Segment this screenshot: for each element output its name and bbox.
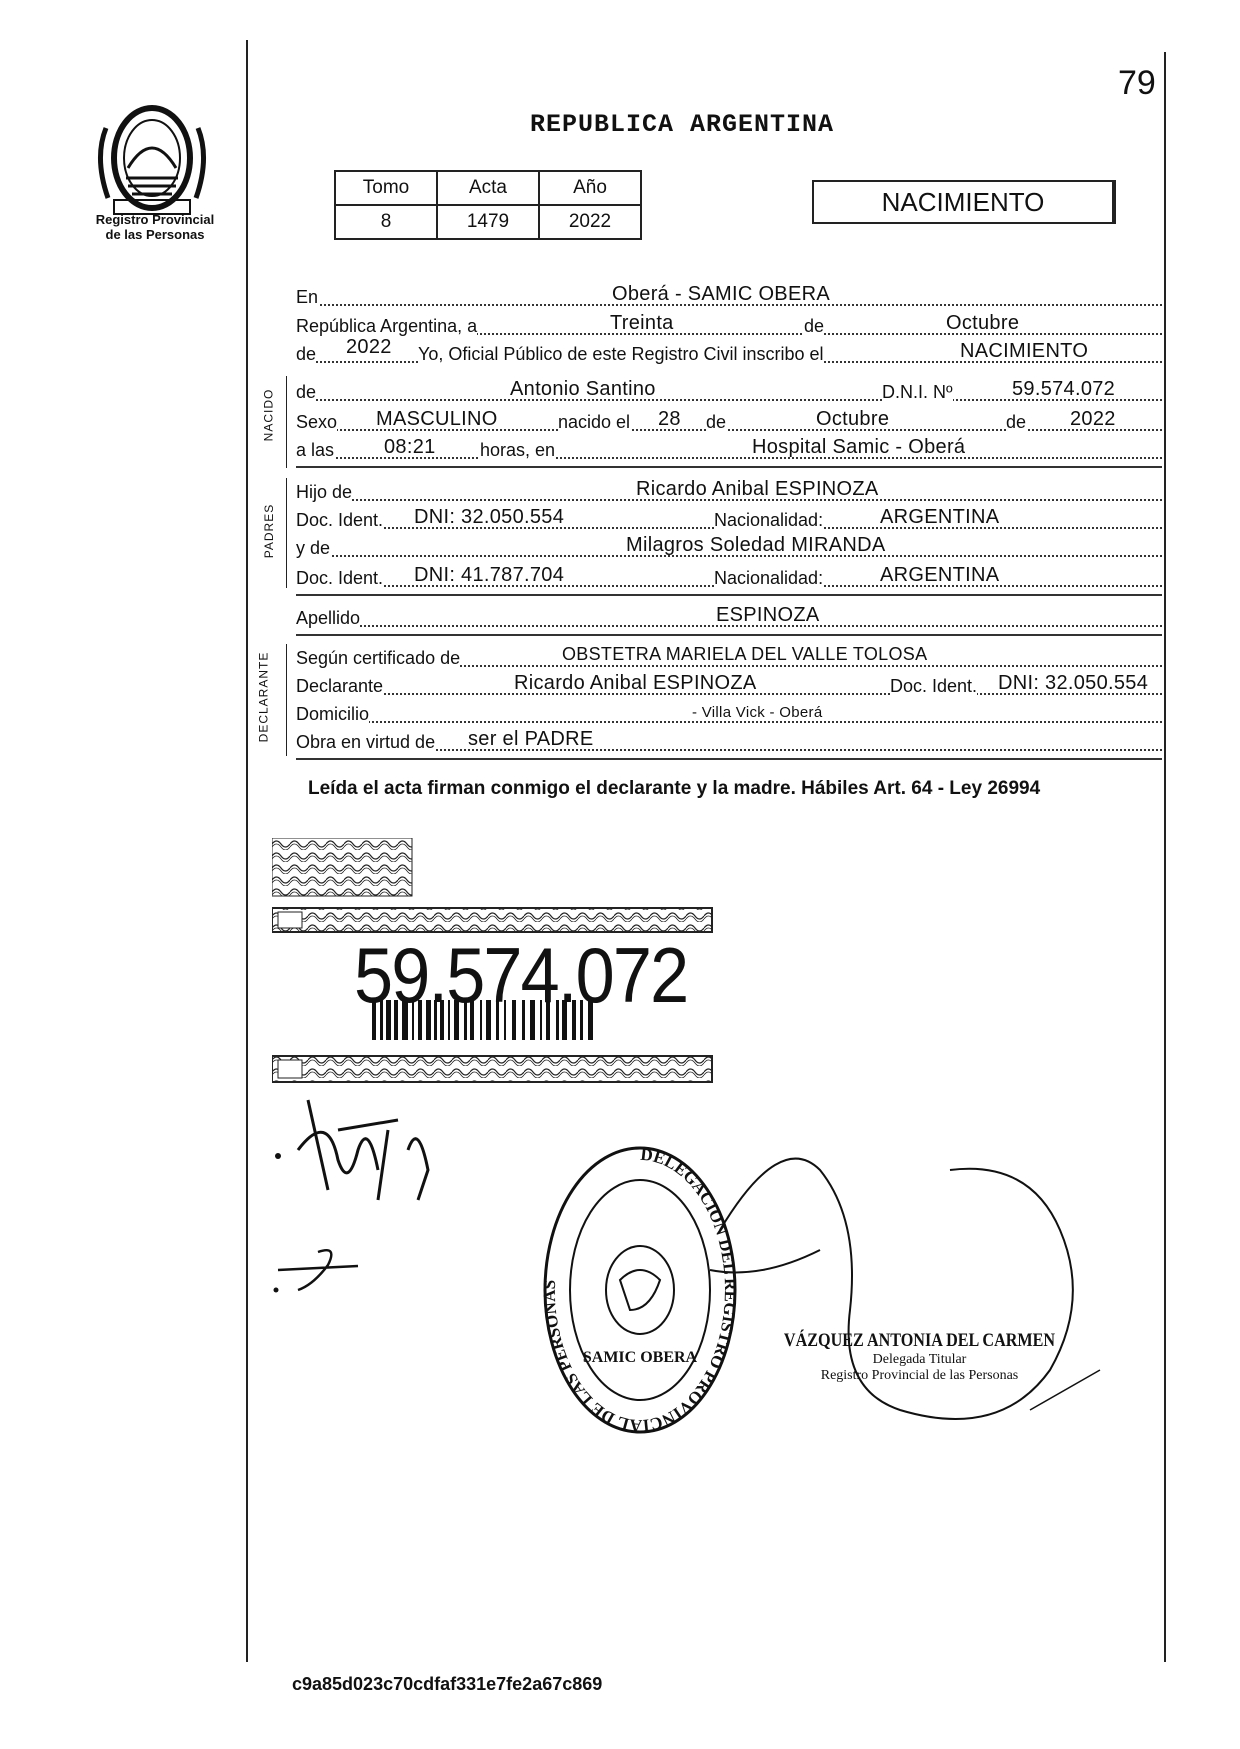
label-dni: D.N.I. Nº <box>882 382 953 402</box>
official-block <box>760 1330 1079 1384</box>
stamp-inner-text: SAMIC OBERA <box>582 1349 698 1366</box>
label-y-de: y de <box>296 538 331 558</box>
value-birth-day: 28 <box>658 408 681 430</box>
value-birth-time: 08:21 <box>384 436 436 458</box>
label-mother-nat: Nacionalidad: <box>714 568 824 588</box>
document-hash: c9a85d023c70cdfaf331e7fe2a67c869 <box>292 1674 603 1694</box>
barcode-number: 59.574.072 <box>354 931 688 1019</box>
declarante-bracket <box>286 644 287 756</box>
row-mother <box>296 534 1162 564</box>
registry-caption-line2: de las Personas <box>105 227 205 242</box>
label-sexo: Sexo <box>296 412 338 432</box>
label-father-doc: Doc. Ident. <box>296 510 384 530</box>
table-value-tomo: 8 <box>335 205 437 239</box>
value-sexo: MASCULINO <box>376 408 498 430</box>
section-label-nacido: NACIDO <box>261 388 276 442</box>
label-birth-de: de <box>706 412 727 432</box>
value-birth-year: 2022 <box>1070 408 1116 430</box>
label-de: de <box>804 316 825 336</box>
registry-caption-line1: Registro Provincial <box>95 212 215 227</box>
value-birth-place: Hospital Samic - Oberá <box>752 436 966 458</box>
value-declarante-doc: DNI: 32.050.554 <box>998 672 1149 694</box>
official-name: VÁZQUEZ ANTONIA DEL CARMEN <box>783 1330 1056 1351</box>
value-certificado: OBSTETRA MARIELA DEL VALLE TOLOSA <box>562 644 928 664</box>
row-statement <box>296 336 1162 370</box>
value-child-name: Antonio Santino <box>510 378 656 400</box>
row-apellido <box>296 604 1162 634</box>
table-value-anio: 2022 <box>539 205 641 239</box>
row-obra <box>296 728 1162 758</box>
row-certificado <box>296 644 1162 674</box>
row-mother-doc <box>296 564 1162 594</box>
row-en <box>296 283 1162 313</box>
label-statement: Yo, Oficial Público de este Registro Civil inscribo el <box>418 344 824 364</box>
label-hijo-de: Hijo de <box>296 482 353 502</box>
value-father-nat: ARGENTINA <box>880 506 1000 528</box>
label-nacido-de: de <box>296 382 317 402</box>
value-mother-nat: ARGENTINA <box>880 564 1000 586</box>
value-child-dni: 59.574.072 <box>1012 378 1116 400</box>
page-number: 79 <box>1118 64 1156 102</box>
official-office: Registro Provincial de las Personas <box>820 1368 1019 1383</box>
label-birth-de2: de <box>1006 412 1027 432</box>
label-mother-doc: Doc. Ident. <box>296 568 384 588</box>
row-declarante <box>296 672 1162 702</box>
row-sexo <box>296 408 1162 438</box>
table-value-acta: 1479 <box>437 205 539 239</box>
value-obra: ser el PADRE <box>468 728 594 750</box>
section-label-padres: PADRES <box>262 503 277 559</box>
value-month: Octubre <box>946 312 1020 334</box>
table-header-anio: Año <box>539 171 641 205</box>
left-margin-line <box>246 40 248 1662</box>
row-time-place <box>296 436 1162 466</box>
value-day-words: Treinta <box>610 312 674 334</box>
row-nacido-name <box>296 378 1162 408</box>
label-a-las: a las <box>296 440 335 460</box>
right-margin-line <box>1164 52 1166 1662</box>
label-horas: horas, en <box>480 440 556 460</box>
country-title: REPUBLICA ARGENTINA <box>530 110 835 139</box>
label-domicilio: Domicilio <box>296 704 370 724</box>
value-domicilio: - Villa Vick - Oberá <box>692 704 823 721</box>
value-mother-doc: DNI: 41.787.704 <box>414 564 565 586</box>
label-republica: República Argentina, a <box>296 316 478 336</box>
official-signature <box>700 1110 1140 1450</box>
label-certificado: Según certificado de <box>296 648 461 668</box>
value-apellido: ESPINOZA <box>716 604 820 626</box>
registry-caption <box>80 212 230 242</box>
section-label-declarante: DECLARANTE <box>256 651 271 743</box>
tomo-acta-anio-table <box>334 170 642 240</box>
value-year: 2022 <box>346 336 392 358</box>
value-birth-month: Octubre <box>816 408 890 430</box>
value-declarante: Ricardo Anibal ESPINOZA <box>514 672 757 694</box>
value-father: Ricardo Anibal ESPINOZA <box>636 478 879 500</box>
record-type-box: NACIMIENTO <box>812 180 1116 224</box>
padres-bracket <box>286 478 287 588</box>
security-band-top <box>272 908 712 932</box>
mother-signature <box>268 1240 388 1300</box>
label-apellido: Apellido <box>296 608 361 628</box>
label-father-nat: Nacionalidad: <box>714 510 824 530</box>
table-header-acta: Acta <box>437 171 539 205</box>
value-place: Oberá - SAMIC OBERA <box>612 283 830 305</box>
table-header-tomo: Tomo <box>335 171 437 205</box>
closing-note: Leída el acta firman conmigo el declarante y la madre. Hábiles Art. 64 - Ley 26994 <box>308 778 1041 799</box>
label-declarante: Declarante <box>296 676 384 696</box>
security-band-bottom <box>272 1056 712 1082</box>
stamp-ring-text: DELEGACION DEL REGISTRO PROVINCIAL DE LAS PERSONAS <box>540 1144 740 1436</box>
row-republica <box>296 312 1162 342</box>
nacido-bracket <box>286 376 287 468</box>
value-statement: NACIMIENTO <box>960 340 1089 362</box>
official-role: Delegada Titular <box>872 1352 967 1367</box>
value-father-doc: DNI: 32.050.554 <box>414 506 565 528</box>
label-nacido-el: nacido el <box>558 412 631 432</box>
declarante-signature <box>268 1090 468 1210</box>
row-father <box>296 478 1162 508</box>
security-pattern-block <box>272 838 412 896</box>
label-de2: de <box>296 344 317 364</box>
row-father-doc <box>296 506 1162 536</box>
label-declarante-doc: Doc. Ident. <box>890 676 978 696</box>
label-obra: Obra en virtud de <box>296 732 436 752</box>
label-en: En <box>296 287 319 307</box>
value-mother: Milagros Soledad MIRANDA <box>626 534 886 556</box>
row-domicilio <box>296 700 1162 730</box>
